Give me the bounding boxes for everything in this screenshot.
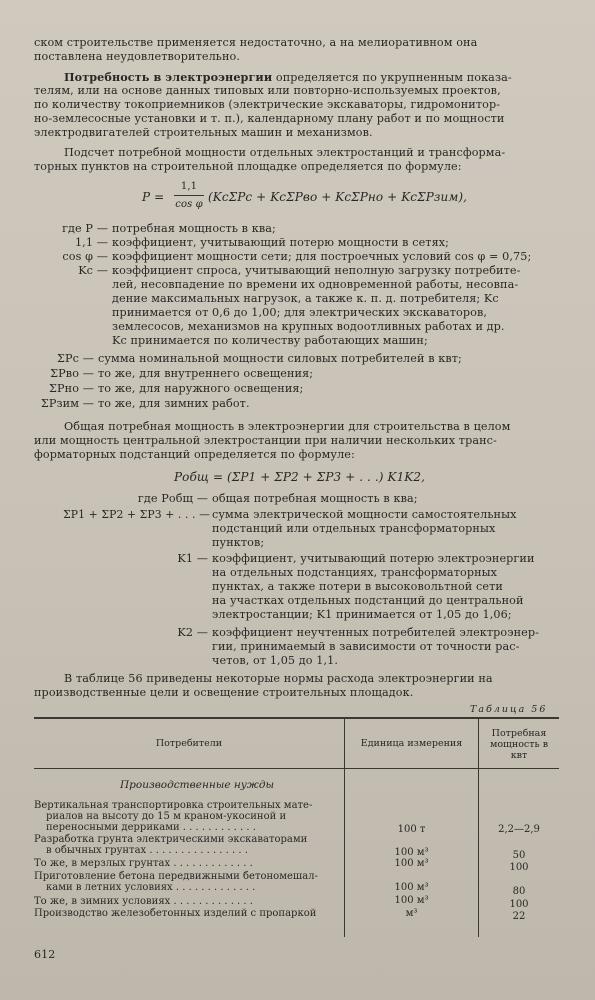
formula1-lhs: P = (142, 190, 165, 204)
def-symbol: ΣPно — (49, 382, 94, 395)
def-symbol: где P — (62, 222, 108, 235)
def-symbol: где Pобщ — (137, 492, 208, 505)
def-text: общая потребная мощность в ква; (212, 492, 418, 505)
table-cell-power: 80 (512, 886, 526, 897)
table-cell-power: 100 (509, 862, 529, 873)
table-cell-consumer: Вертикальная транспортировка строительных мате- (34, 800, 313, 811)
def-text: принимается от 0,6 до 1,00; для электрических экскаваторов, (112, 306, 488, 319)
def-text: сумма электрической мощности самостоятельных (212, 508, 517, 521)
table-cell-consumer: Разработка грунта электрическими экскаваторами (34, 834, 308, 845)
table-cell-consumer: риалов на высоту до 15 м краном-укосиной и (46, 811, 287, 822)
def-text: гии, принимаемый в зависимости от точности рас- (212, 640, 520, 653)
para1-bold-term: Потребность в электроэнергии (64, 70, 273, 84)
def-symbol: K1 — (177, 552, 208, 565)
def-text: четов, от 1,05 до 1,1. (212, 654, 339, 667)
def-text: пунктов; (212, 536, 265, 549)
formula2: Pобщ = (ΣP1 + ΣP2 + ΣP3 + . . .) K1K2, (174, 470, 426, 484)
def-symbol: 1,1 — (74, 236, 108, 249)
table-cell-power: 22 (512, 911, 526, 922)
table-cell-power: 100 (509, 899, 529, 910)
def-text: коэффициент, учитывающий потерю мощности в сетях; (112, 236, 450, 249)
table-cell-consumer: ками в летних условиях . . . . . . . . . . . . . (46, 882, 256, 893)
def-symbol: K2 — (177, 626, 208, 639)
def-text: коэффициент неучтенных потребителей электроэнер- (212, 626, 540, 639)
para1-line-3: по количеству токоприемников (электрические экскаваторы, гидромонитор- (34, 98, 501, 111)
formula1-denominator: cos φ (175, 199, 203, 210)
table-cell-unit: 100 м³ (394, 882, 429, 893)
para3-line-3: форматорных подстанций определяется по формуле: (34, 448, 355, 461)
def-text: Kc принимается по количеству работающих машин; (112, 334, 428, 347)
def-text: коэффициент спроса, учитывающий неполную загрузку потребите- (112, 264, 521, 277)
para1-line-2: телям, или на основе данных типовых или повторно-используемых проектов, (34, 84, 501, 97)
def-symbol: ΣPзим — (40, 397, 94, 410)
def-text: коэффициент мощности сети; для построечных условий cos φ = 0,75; (112, 250, 532, 263)
intro-line-1: ском строительстве применяется недостаточно, а на мелиоративном она (34, 36, 478, 49)
table-cell-consumer: То же, в мерзлых грунтах . . . . . . . . . . . . . (34, 858, 253, 869)
def-symbol: cos φ — (62, 250, 108, 263)
table-cell-unit: м³ (405, 908, 418, 919)
table-cell-unit: 100 м³ (394, 895, 429, 906)
para4-line-1: В таблице 56 приведены некоторые нормы расхода электроэнергии на (64, 672, 493, 685)
table-cell-power: 2,2—2,9 (498, 824, 540, 835)
para1-line-1 (64, 70, 512, 85)
def-text: потребная мощность в ква; (112, 222, 276, 235)
table-top-rule (34, 717, 559, 719)
table-cell-consumer: Производство железобетонных изделий с пропаркой (34, 908, 317, 919)
table-cell-unit: 100 м³ (394, 847, 429, 858)
def-symbol: ΣPво — (50, 367, 94, 380)
table-cell-unit: 100 м³ (394, 858, 429, 869)
table-cell-unit: 100 т (397, 824, 426, 835)
def-text: электростанции; K1 принимается от 1,05 до 1,06; (212, 608, 512, 621)
para3-line-1: Общая потребная мощность в электроэнергии для строительства в целом (64, 420, 511, 433)
def-text: то же, для наружного освещения; (98, 382, 304, 395)
table-header-consumers: Потребители (155, 738, 223, 749)
intro-line-2: поставлена неудовлетворительно. (34, 50, 241, 63)
table-caption: Таблица 56 (470, 704, 548, 715)
def-text: коэффициент, учитывающий потерю электроэнергии (212, 552, 535, 565)
table-cell-consumer: в обычных грунтах . . . . . . . . . . . . . . . . (46, 845, 248, 856)
formula1-fraction-bar (174, 195, 204, 196)
def-text: землесосов, механизмов на крупных водоотливных работах и др. (112, 320, 505, 333)
table-cell-consumer: Приготовление бетона передвижными бетономешал- (34, 871, 318, 882)
def-text: подстанций или отдельных трансформаторных (212, 522, 496, 535)
para3-line-2: или мощность центральной электростанции при наличии нескольких транс- (34, 434, 497, 447)
table-header-unit: Единица измерения (360, 738, 463, 749)
page-number: 612 (34, 948, 56, 961)
def-text: то же, для зимних работ. (98, 397, 250, 410)
para1-line-4: но-землесосные установки и т. п.), календарному плану работ и по мощности (34, 112, 505, 125)
para2-line-1: Подсчет потребной мощности отдельных электростанций и трансформа- (64, 146, 506, 159)
def-text: пунктах, а также потери в высоковольтной сети (212, 580, 503, 593)
para1-line-5: электродвигателей строительных машин и механизмов. (34, 126, 373, 139)
table-section-heading: Производственные нужды (120, 779, 275, 791)
table-cell-power: 50 (512, 850, 526, 861)
def-text: дение максимальных нагрузок, а также к. п. д. потребителя; Kc (112, 292, 499, 305)
para1-line-1-rest: определяется по укрупненным показа- (275, 71, 512, 84)
table-cell-consumer: То же, в зимних условиях . . . . . . . . . . . . . (34, 896, 253, 907)
para4-line-2: производственные цели и освещение строительных площадок. (34, 686, 414, 699)
def-symbol: Kc — (78, 264, 108, 277)
def-text: на участках отдельных подстанций до центральной (212, 594, 524, 607)
def-symbol: ΣP1 + ΣP2 + ΣP3 + . . . — (63, 508, 210, 521)
def-symbol: ΣPc — (57, 352, 94, 365)
def-text: на отдельных подстанциях, трансформаторных (212, 566, 498, 579)
table-cell-consumer: переносными дерриками . . . . . . . . . . . . (46, 822, 256, 833)
table-header-power: Потребная мощность в квт (489, 728, 549, 761)
table-header-rule (34, 768, 559, 769)
def-text: то же, для внутреннего освещения; (98, 367, 314, 380)
def-text: сумма номинальной мощности силовых потребителей в квт; (98, 352, 462, 365)
para2-line-2: торных пунктов на строительной площадке определяется по формуле: (34, 160, 462, 173)
def-text: лей, несовпадение по времени их одновременной работы, несовпа- (112, 278, 519, 291)
formula1-rhs: (KcΣPc + KcΣPво + KcΣPно + KcΣPзим), (208, 190, 468, 204)
formula1-numerator: 1,1 (180, 181, 198, 192)
